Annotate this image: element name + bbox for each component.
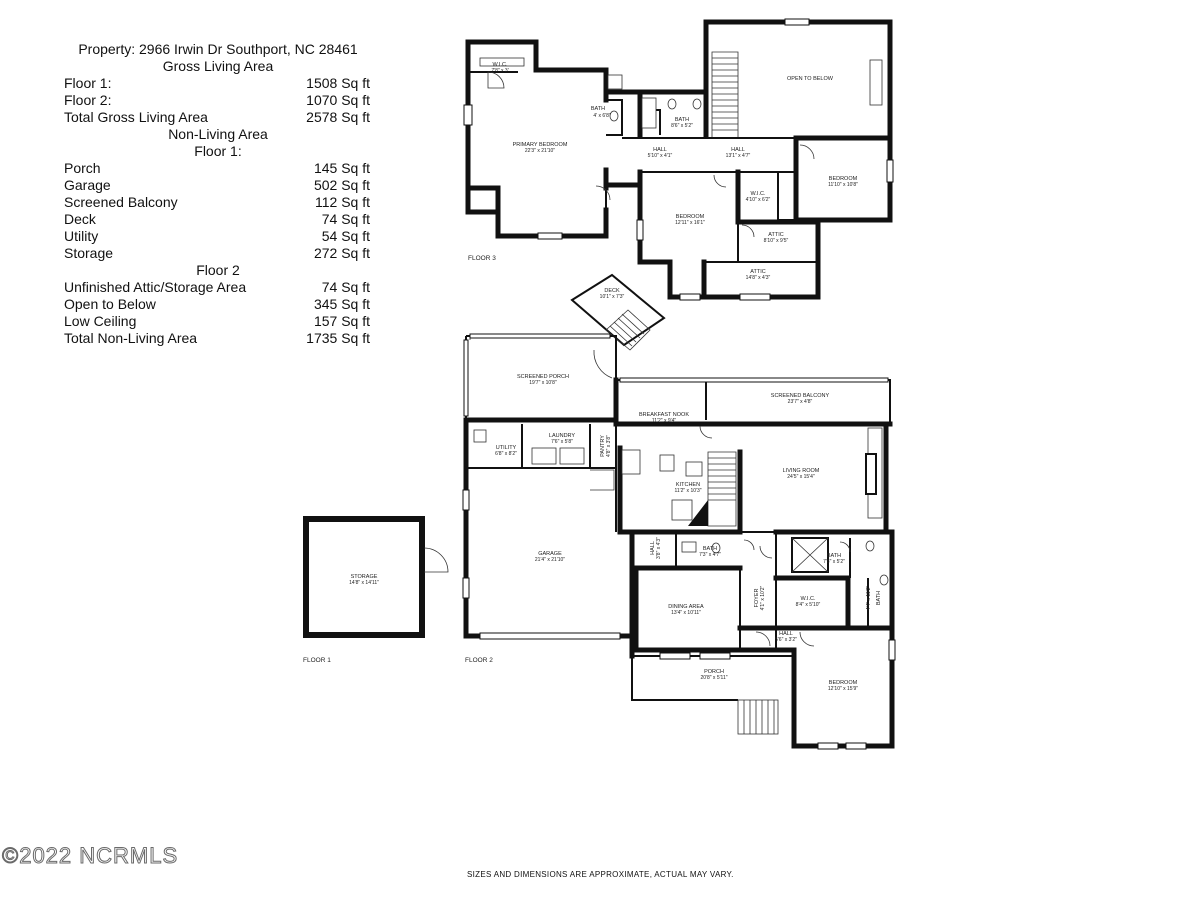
room-dimensions: 13'1" x 4'7" <box>725 153 751 159</box>
room-dimensions: 10'1" x 7'3" <box>599 294 625 300</box>
row-value: 272 Sq ft <box>313 245 370 261</box>
row-value: 345 Sq ft <box>313 296 370 312</box>
room-dimensions: 4'10" x 6'2" <box>745 197 771 203</box>
room-dimensions: 4'8" x 3'8" <box>606 435 612 457</box>
row-value: 1070 Sq ft <box>306 92 370 108</box>
room-dimensions: 12'11" x 16'1" <box>675 220 705 226</box>
row-label: Total Gross Living Area <box>64 109 208 125</box>
room-dimensions: 6'8" x 8'2" <box>495 451 517 457</box>
room-dimensions: 5'10" x 4'1" <box>647 153 673 159</box>
row-value: 74 Sq ft <box>321 211 370 227</box>
room-dimensions: 5'6" x 3'2" <box>775 637 797 643</box>
floor1-label: FLOOR 1 <box>303 657 331 664</box>
row-value: 502 Sq ft <box>313 177 370 193</box>
room-dimensions: 11'10" x 10'8" <box>828 182 858 188</box>
room-name: HALL <box>731 147 745 153</box>
row-label: Screened Balcony <box>64 194 178 210</box>
row-label: Low Ceiling <box>64 313 137 329</box>
room-name: PORCH <box>704 669 724 675</box>
room-name: W.I.C. <box>492 62 508 68</box>
room-dimensions: 23'7" x 4'8" <box>787 399 813 405</box>
room-dimensions: 24'5" x 15'4" <box>787 474 815 480</box>
room-name: BATH <box>826 553 842 559</box>
row-label: Utility <box>64 228 99 244</box>
room-name: SCREENED BALCONY <box>770 393 830 399</box>
room-name: BEDROOM <box>828 176 858 182</box>
room-dimensions: 19'7" x 10'8" <box>529 380 557 386</box>
room-dimensions: 4'4" x 11'2" <box>866 585 872 611</box>
row-label: Porch <box>64 160 101 176</box>
room-dimensions: 11'2" x 10'3" <box>674 488 702 494</box>
room-name: FOYER <box>754 588 760 608</box>
row-label: Open to Below <box>64 296 156 312</box>
room-dimensions: 11'2" x 9'4" <box>651 418 677 424</box>
room-name: PANTRY <box>600 435 606 457</box>
room-dimensions: 12'10" x 15'9" <box>827 686 859 692</box>
row-value: 1508 Sq ft <box>306 75 370 91</box>
room-name: HALL <box>779 631 793 637</box>
row-value: 2578 Sq ft <box>306 109 370 125</box>
row-label: Unfinished Attic/Storage Area <box>64 279 247 295</box>
floor1-heading: Floor 1: <box>194 143 242 159</box>
floor3-plan <box>464 19 893 300</box>
room-dimensions: 20'8" x 5'11" <box>700 675 728 681</box>
room-dimensions: 22'3" x 21'10" <box>524 148 556 154</box>
non-living-heading: Non-Living Area <box>168 126 268 142</box>
row-label: Total Non-Living Area <box>64 330 198 346</box>
room-name: HALL <box>653 147 667 153</box>
row-value: 145 Sq ft <box>313 160 370 176</box>
row-value: 112 Sq ft <box>314 194 370 210</box>
room-name: LAUNDRY <box>548 433 576 439</box>
floor3-label: FLOOR 3 <box>468 255 496 262</box>
row-value: 54 Sq ft <box>321 228 370 244</box>
room-dimensions: 3'8" x 4'3" <box>656 537 662 559</box>
room-name: BEDROOM <box>828 680 858 686</box>
room-name: KITCHEN <box>675 482 701 488</box>
room-name: BATH <box>674 117 690 123</box>
room-dimensions: 7'8" x 3' <box>491 68 509 74</box>
floor2-label: FLOOR 2 <box>465 657 493 664</box>
room-name: BATH <box>876 590 882 606</box>
row-label: Garage <box>64 177 111 193</box>
room-dimensions: 21'4" x 21'10" <box>534 557 566 563</box>
room-name: ATTIC <box>750 269 766 275</box>
property-address: Property: 2966 Irwin Dr Southport, NC 28461 <box>78 41 358 57</box>
room-name: SCREENED PORCH <box>517 374 569 380</box>
room-dimensions: 7'3" x 4'7" <box>699 552 721 558</box>
room-name: LIVING ROOM <box>782 468 820 474</box>
room-dimensions: 13'4" x 10'11" <box>671 610 701 616</box>
room-dimensions: 8'6" x 5'2" <box>671 123 693 129</box>
room-dimensions: 8'10" x 9'5" <box>763 238 789 244</box>
room-name: W.I.C. <box>750 191 766 197</box>
row-label: Deck <box>64 211 96 227</box>
copyright-watermark: ©2022 NCRMLS <box>2 843 179 868</box>
room-name: UTILITY <box>495 445 517 451</box>
gross-living-heading: Gross Living Area <box>162 58 274 74</box>
room-name: BEDROOM <box>675 214 705 220</box>
row-value: 1735 Sq ft <box>306 330 370 346</box>
row-label: Floor 1: <box>64 75 112 91</box>
row-value: 74 Sq ft <box>321 279 370 295</box>
room-name: DINING AREA <box>668 604 704 610</box>
room-dimensions: 8'4" x 5'10" <box>795 602 821 608</box>
room-name: ATTIC <box>768 232 784 238</box>
room-name: DECK <box>604 288 620 294</box>
floor2-heading: Floor 2 <box>196 262 240 278</box>
room-name: PRIMARY BEDROOM <box>512 142 568 148</box>
row-label: Storage <box>64 245 114 261</box>
room-name: GARAGE <box>538 551 562 557</box>
room-dimensions: 7'6" x 5'8" <box>551 439 573 445</box>
room-name: BATH <box>590 106 606 112</box>
room-name: STORAGE <box>350 574 378 580</box>
room-dimensions: 14'8" x 4'3" <box>745 275 771 281</box>
room-name: HALL <box>650 541 656 555</box>
room-name: W.I.C. <box>800 596 816 602</box>
disclaimer-text: SIZES AND DIMENSIONS ARE APPROXIMATE, ACTUAL MAY VARY. <box>467 870 734 879</box>
room-dimensions: 4'1" x 10'2" <box>760 585 766 611</box>
room-dimensions: 14'8" x 14'11" <box>349 580 379 586</box>
room-name: OPEN TO BELOW <box>787 76 833 82</box>
room-dimensions: 4' x 6'8" <box>593 113 611 119</box>
room-name: BATH <box>702 546 718 552</box>
room-dimensions: 7'8" x 5'2" <box>823 559 845 565</box>
row-label: Floor 2: <box>64 92 112 108</box>
row-value: 157 Sq ft <box>313 313 370 329</box>
room-name: BREAKFAST NOOK <box>638 412 690 418</box>
